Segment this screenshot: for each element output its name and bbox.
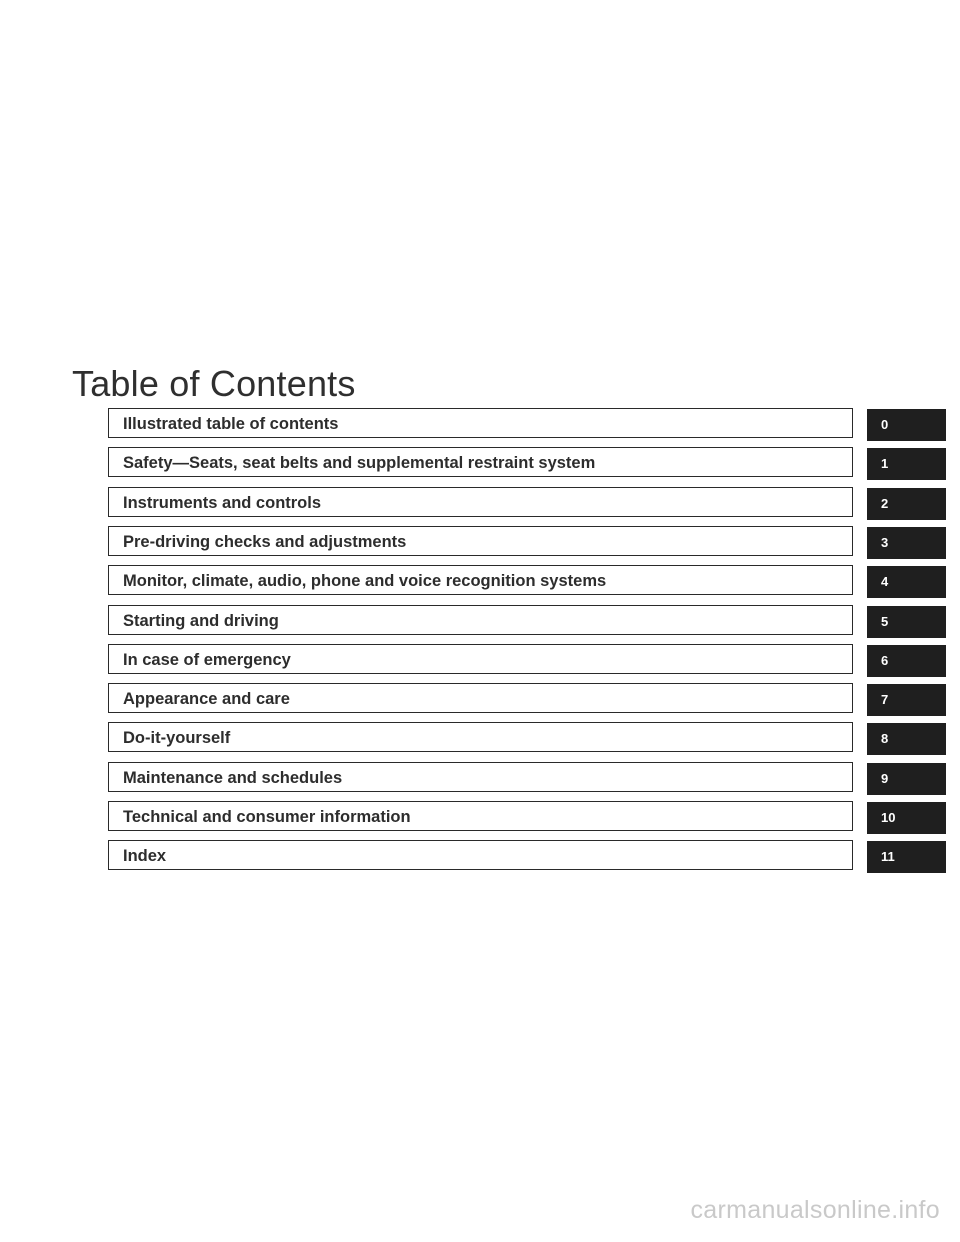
toc-entry-starting-and-driving[interactable] — [108, 605, 853, 635]
chapter-number: 7 — [881, 692, 889, 708]
toc-row — [0, 722, 960, 754]
chapter-tab-1[interactable] — [867, 448, 946, 480]
chapter-number: 8 — [881, 731, 889, 747]
toc-entry-maintenance-and-schedules[interactable] — [108, 762, 853, 792]
toc-entry-pre-driving-checks[interactable] — [108, 526, 853, 556]
chapter-tab-3[interactable] — [867, 527, 946, 559]
chapter-number: 5 — [881, 613, 889, 629]
chapter-number: 0 — [881, 417, 889, 432]
toc-entry-label: Maintenance and schedules — [123, 768, 343, 787]
toc-entry-technical-and-consumer-information[interactable] — [108, 801, 853, 831]
chapter-number: 1 — [881, 456, 889, 472]
toc-entry-illustrated-table-of-contents[interactable] — [108, 408, 853, 438]
toc-row — [0, 605, 960, 637]
toc-entry-instruments-and-controls[interactable] — [108, 487, 853, 517]
toc-entry-in-case-of-emergency[interactable] — [108, 644, 853, 674]
toc-entry-label: In case of emergency — [123, 650, 291, 669]
toc-entry-label: Safety—Seats, seat belts and supplemental restraint system — [123, 454, 596, 473]
toc-entry-monitor-climate-audio[interactable] — [108, 565, 853, 595]
toc-entry-label: Appearance and care — [123, 690, 290, 709]
chapter-tab-2[interactable] — [867, 488, 946, 520]
toc-row — [0, 447, 960, 479]
toc-row — [0, 526, 960, 558]
toc-entry-label: Index — [123, 847, 167, 866]
chapter-number: 3 — [881, 534, 889, 550]
toc-entry-label: Illustrated table of contents — [123, 415, 339, 433]
chapter-number: 4 — [881, 574, 889, 590]
chapter-tab-0[interactable] — [867, 409, 946, 441]
page-title: Table of Contents — [72, 363, 356, 404]
toc-row — [0, 408, 960, 440]
chapter-number: 9 — [881, 770, 889, 786]
toc-entry-label: Do-it-yourself — [123, 729, 231, 748]
toc-row — [0, 644, 960, 676]
toc-entry-appearance-and-care[interactable] — [108, 683, 853, 713]
toc-entry-label: Starting and driving — [123, 611, 279, 630]
toc-entry-safety[interactable] — [108, 447, 853, 477]
chapter-tab-11[interactable] — [867, 841, 946, 873]
toc-entry-label: Pre-driving checks and adjustments — [123, 532, 407, 551]
chapter-tab-7[interactable] — [867, 684, 946, 716]
chapter-number: 10 — [881, 810, 896, 825]
toc-entry-label: Monitor, climate, audio, phone and voice recognition systems — [123, 572, 607, 591]
watermark: carmanualsonline.info — [690, 1196, 940, 1224]
toc-entry-label: Technical and consumer information — [123, 808, 411, 826]
chapter-tab-8[interactable] — [867, 723, 946, 755]
toc-row — [0, 801, 960, 833]
chapter-tab-5[interactable] — [867, 606, 946, 638]
chapter-number: 11 — [881, 849, 895, 865]
toc-row — [0, 762, 960, 794]
toc-entry-index[interactable] — [108, 840, 853, 870]
toc-row — [0, 840, 960, 872]
toc-entry-do-it-yourself[interactable] — [108, 722, 853, 752]
chapter-tab-6[interactable] — [867, 645, 946, 677]
toc-row — [0, 683, 960, 715]
toc-row — [0, 487, 960, 519]
chapter-number: 6 — [881, 652, 889, 668]
toc-row — [0, 565, 960, 597]
chapter-number: 2 — [881, 495, 889, 511]
toc-entry-label: Instruments and controls — [123, 493, 322, 512]
chapter-tab-4[interactable] — [867, 566, 946, 598]
chapter-tab-10[interactable] — [867, 802, 946, 834]
chapter-tab-9[interactable] — [867, 763, 946, 795]
